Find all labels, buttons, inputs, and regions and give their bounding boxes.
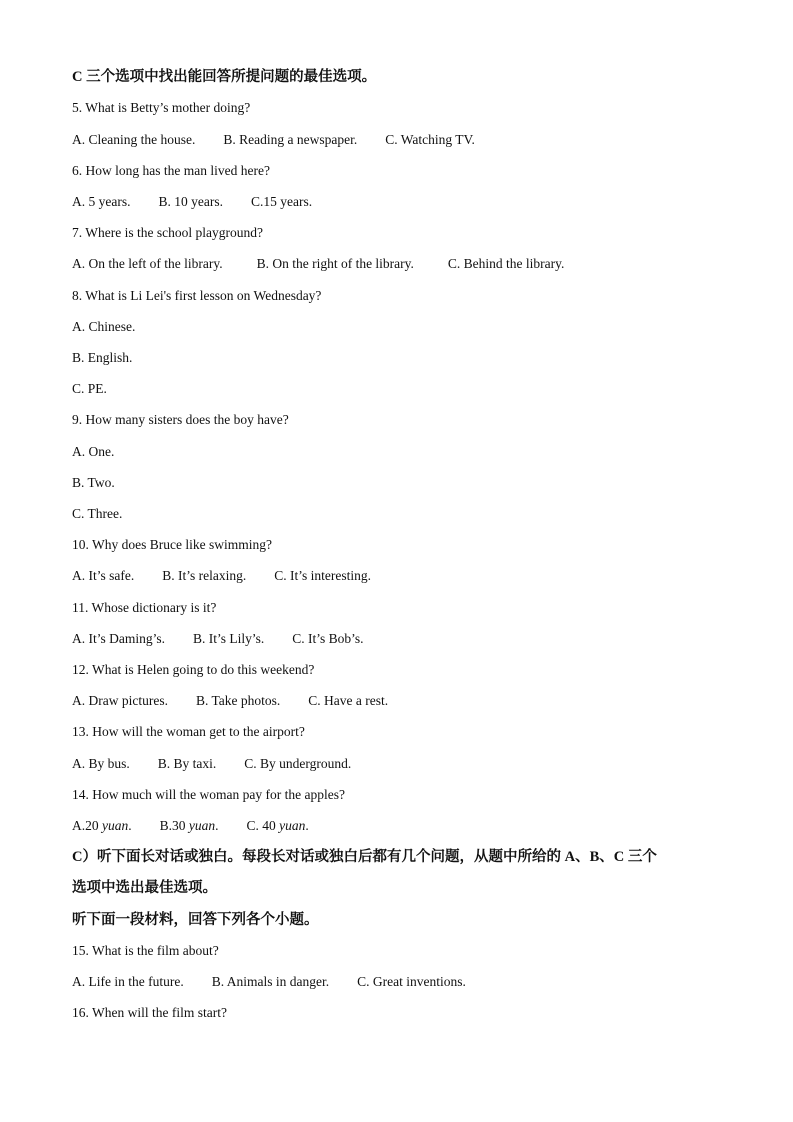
section-heading-line3: 听下面一段材料，回答下列各个小题。	[72, 912, 319, 928]
question-11: 11. Whose dictionary is it?	[72, 600, 217, 615]
option-8c: C. PE.	[72, 381, 107, 396]
option-9b: B. Two.	[72, 475, 115, 490]
option-b: B. 10 years.	[158, 194, 223, 209]
option-9a: A. One.	[72, 444, 115, 459]
option-c: C. It’s interesting.	[274, 568, 371, 583]
option-a: A. Cleaning the house.	[72, 132, 196, 147]
options-13	[72, 755, 351, 773]
question-14: 14. How much will the woman pay for the apples?	[72, 787, 345, 802]
option-a: A. By bus.	[72, 756, 130, 771]
option-a: A. Life in the future.	[72, 974, 184, 989]
question-8: 8. What is Li Lei's first lesson on Wednesday?	[72, 288, 322, 303]
option-a: A. On the left of the library.	[72, 256, 223, 271]
option-9c: C. Three.	[72, 506, 123, 521]
option-b: B. Reading a newspaper.	[223, 132, 358, 147]
option-a: A. It’s safe.	[72, 568, 135, 583]
option-8a: A. Chinese.	[72, 319, 136, 334]
option-c: C. 40 yuan.	[246, 818, 309, 833]
section-heading-line1: C）听下面长对话或独白。每段长对话或独白后都有几个问题，从题中所给的 A、B、C 三个	[72, 849, 657, 865]
option-a: A.20 yuan.	[72, 818, 132, 833]
question-9: 9. How many sisters does the boy have?	[72, 412, 289, 427]
option-b: B. Take photos.	[195, 693, 281, 708]
option-a: A. It’s Daming’s.	[72, 631, 165, 646]
option-c: C. Watching TV.	[385, 132, 475, 147]
question-6: 6. How long has the man lived here?	[72, 163, 270, 178]
question-15: 15. What is the film about?	[72, 943, 219, 958]
option-a: A. 5 years.	[72, 194, 131, 209]
options-6	[72, 193, 312, 211]
options-15	[72, 973, 466, 991]
options-10	[72, 567, 371, 585]
option-c: C. It’s Bob’s.	[292, 631, 364, 646]
option-a: A. Draw pictures.	[72, 693, 168, 708]
question-12: 12. What is Helen going to do this weekend?	[72, 662, 315, 677]
option-c: C. Great inventions.	[357, 974, 466, 989]
options-5	[72, 131, 475, 149]
question-7: 7. Where is the school playground?	[72, 225, 263, 240]
option-c: C. Have a rest.	[308, 693, 389, 708]
section-instruction: C 三个选项中找出能回答所提问题的最佳选项。	[72, 69, 377, 85]
options-11	[72, 630, 364, 648]
option-c: C.15 years.	[250, 194, 313, 209]
option-b: B. It’s relaxing.	[162, 568, 247, 583]
option-c: C. Behind the library.	[447, 256, 565, 271]
question-16: 16. When will the film start?	[72, 1005, 227, 1020]
option-8b: B. English.	[72, 350, 133, 365]
options-7	[72, 255, 564, 273]
option-b: B. Animals in danger.	[211, 974, 330, 989]
options-14	[72, 817, 309, 835]
options-12	[72, 692, 388, 710]
section-heading-line2: 选项中选出最佳选项。	[72, 880, 217, 896]
question-5: 5. What is Betty’s mother doing?	[72, 100, 251, 115]
option-b: B. By taxi.	[157, 756, 217, 771]
option-b: B. It’s Lily’s.	[193, 631, 265, 646]
option-b: B. On the right of the library.	[256, 256, 414, 271]
option-b: B.30 yuan.	[159, 818, 219, 833]
question-10: 10. Why does Bruce like swimming?	[72, 537, 272, 552]
option-c: C. By underground.	[244, 756, 352, 771]
question-13: 13. How will the woman get to the airport?	[72, 724, 305, 739]
